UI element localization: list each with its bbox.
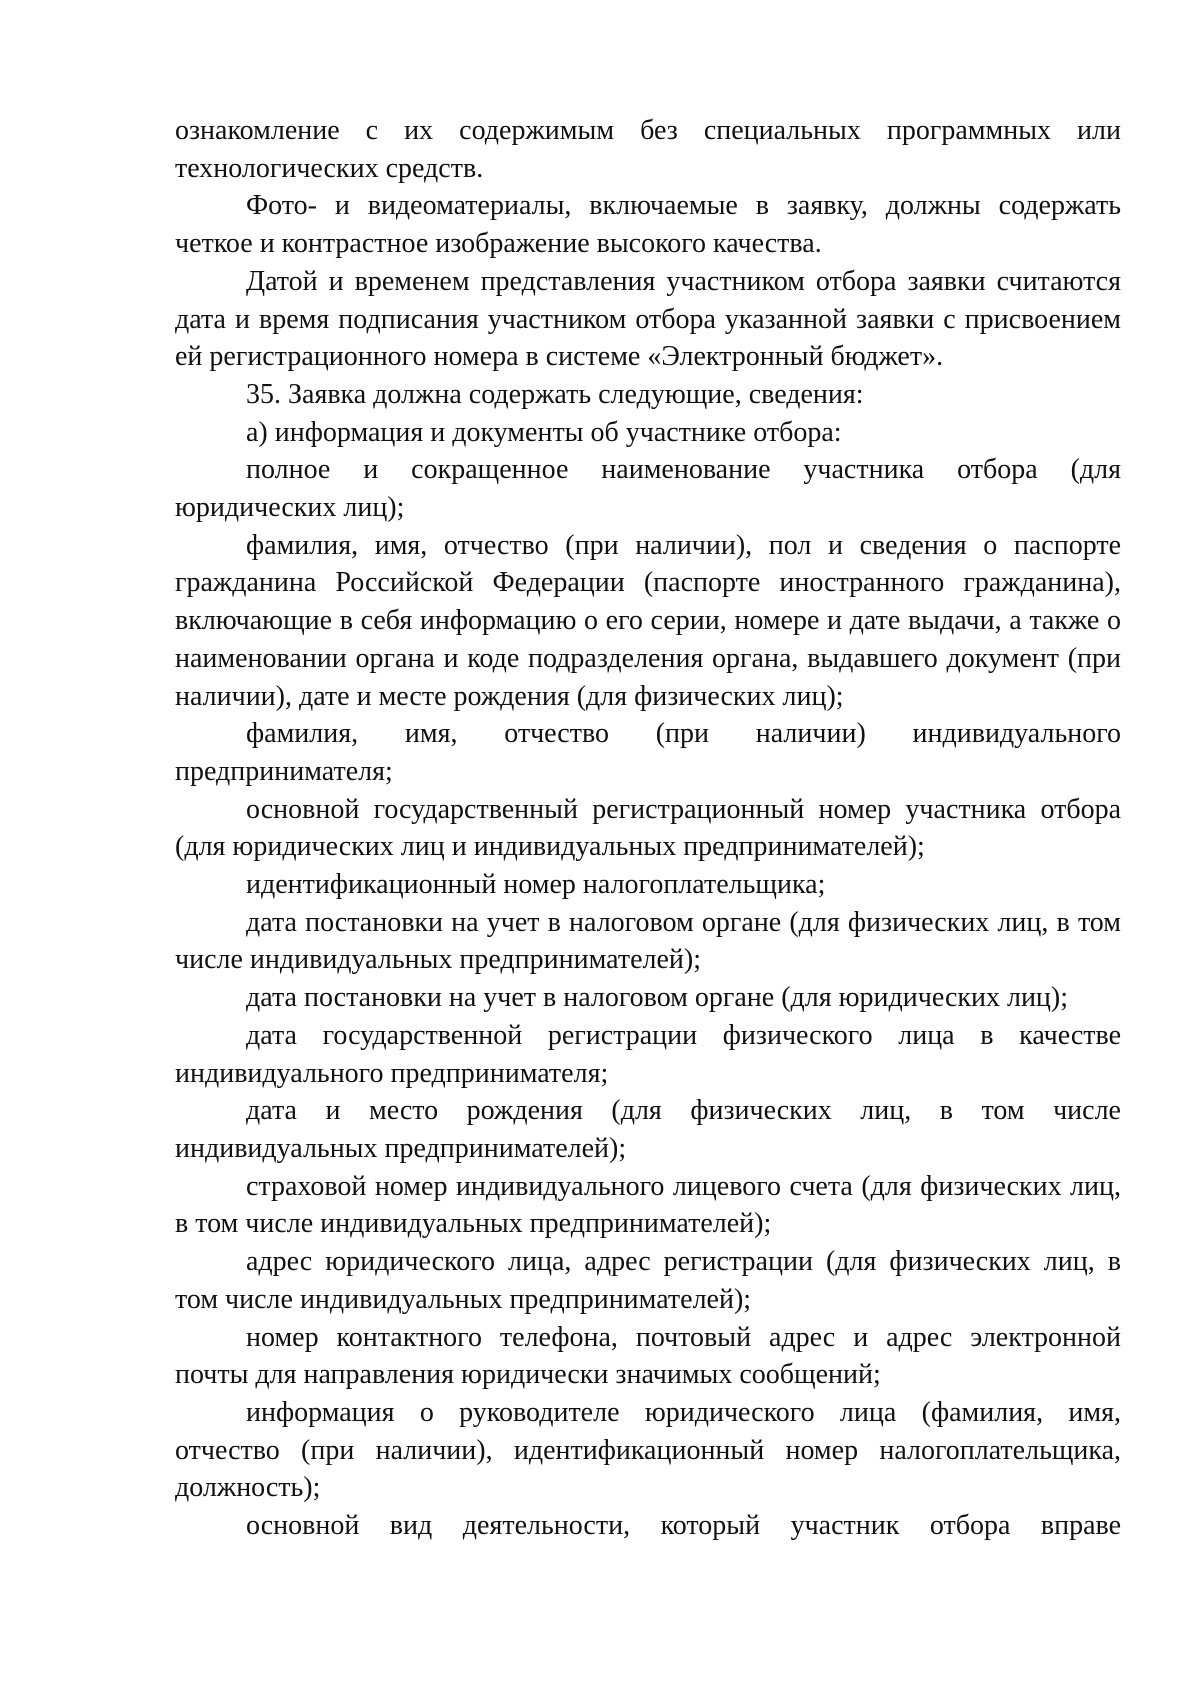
paragraph-subitem-a: а) информация и документы об участнике отбора:: [246, 416, 842, 448]
paragraph-photo-video: Фото- и видеоматериалы, включаемые в заявку, должны содержать четкое и контрастное изображение высокого качества.: [175, 190, 1121, 260]
paragraph-submission-date: Датой и временем представления участником отбора заявки считаются дата и время подписания участником отбора указанной заявки с присвоением ей регистрационного номера в системе «Электронный бюджет».: [175, 265, 1121, 373]
paragraph-item-35: 35. Заявка должна содержать следующие, сведения:: [246, 378, 864, 410]
paragraph-address: адрес юридического лица, адрес регистрации (для физических лиц, в том числе индивидуальных предпринимателей);: [175, 1246, 1121, 1315]
paragraph-ogrn: основной государственный регистрационный номер участника отбора (для юридических лиц и индивидуальных предпринимателей);: [175, 793, 1121, 863]
paragraph-snils: страховой номер индивидуального лицевого счета (для физических лиц, в том числе индивидуальных предпринимателей);: [175, 1170, 1121, 1240]
paragraph-entrepreneur-name: фамилия, имя, отчество (при наличии) индивидуального предпринимателя;: [175, 718, 1121, 787]
paragraph-main-activity: основной вид деятельности, который участник отбора вправе: [246, 1510, 1121, 1542]
paragraph-tax-registration-legal: дата постановки на учет в налоговом органе (для юридических лиц);: [246, 982, 1069, 1014]
paragraph-continuation: ознакомление с их содержимым без специальных программных или технологических средств.: [175, 115, 1121, 184]
paragraph-passport-info: фамилия, имя, отчество (при наличии), пол и сведения о паспорте гражданина Российской Федерации (паспорте иностранного гражданина), включающие в себя информацию о его серии, номере и дате выдачи, а также о наименовании органа и коде подразделения органа, выдавшего документ (при наличии), дате и месте рождения (для физических лиц);: [175, 529, 1121, 712]
paragraph-state-registration: дата государственной регистрации физического лица в качестве индивидуального предпринимателя;: [175, 1019, 1121, 1089]
paragraph-full-name: полное и сокращенное наименование участника отбора (для юридических лиц);: [175, 454, 1121, 524]
paragraph-birth-date-place: дата и место рождения (для физических лиц, в том числе индивидуальных предпринимателей);: [175, 1095, 1121, 1164]
paragraph-contacts: номер контактного телефона, почтовый адрес и адрес электронной почты для направления юридически значимых сообщений;: [175, 1321, 1121, 1391]
paragraph-tax-registration-individuals: дата постановки на учет в налоговом органе (для физических лиц, в том числе индивидуальных предпринимателей);: [175, 906, 1121, 976]
document-body: [175, 112, 1121, 1545]
paragraph-inn: идентификационный номер налогоплательщика;: [246, 869, 826, 901]
paragraph-head-info: информация о руководителе юридического лица (фамилия, имя, отчество (при наличии), идентификационный номер налогоплательщика, должность);: [175, 1396, 1121, 1504]
